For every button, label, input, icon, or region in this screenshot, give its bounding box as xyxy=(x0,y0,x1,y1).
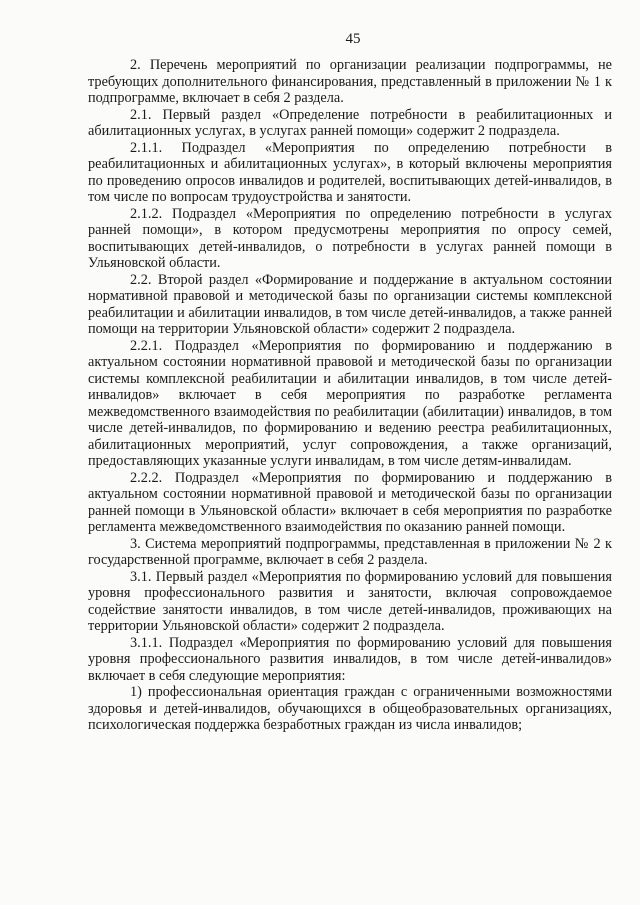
paragraph-2-1-2: 2.1.2. Подраздел «Мероприятия по определению потребности в услугах ранней помощи», в котором предусмотрены мероприятия по опросу семей, воспитывающих детей-инвалидов, о потребности в услугах ранней помощи в Ульяновской области. xyxy=(88,205,612,271)
paragraph-2-1: 2.1. Первый раздел «Определение потребности в реабилитационных и абилитационных услугах, в услугах ранней помощи» содержит 2 подраздела. xyxy=(88,106,612,139)
list-item-1: 1) профессиональная ориентация граждан с ограниченными возможностями здоровья и детей-инвалидов, обучающихся в общеобразовательных организациях, психологическая поддержка безработных граждан из числа инвалидов; xyxy=(88,684,612,733)
document-body xyxy=(88,57,612,734)
paragraph-3: 3. Система мероприятий подпрограммы, представленная в приложении № 2 к государственной программе, включает в себя 2 раздела. xyxy=(88,535,612,568)
paragraph-3-1: 3.1. Первый раздел «Мероприятия по формированию условий для повышения уровня профессионального развития и занятости, включая сопровождаемое содействие занятости инвалидов, в том числе детей-инвалидов, проживающих на территории Ульяновской области» содержит 2 подраздела. xyxy=(88,568,612,634)
paragraph-2: 2. Перечень мероприятий по организации реализации подпрограммы, не требующих дополнительного финансирования, представленный в приложении № 1 к подпрограмме, включает в себя 2 раздела. xyxy=(88,57,612,106)
paragraph-3-1-1: 3.1.1. Подраздел «Мероприятия по формированию условий для повышения уровня профессионального развития инвалидов, в том числе детей-инвалидов» включает в себя следующие мероприятия: xyxy=(88,634,612,684)
paragraph-2-2-2: 2.2.2. Подраздел «Мероприятия по формированию и поддержанию в актуальном состоянии нормативной правовой и методической базы по организации ранней помощи в Ульяновской области» включает в себя мероприятия по разработке регламента межведомственного взаимодействия по оказанию ранней помощи. xyxy=(88,469,612,535)
paragraph-2-2-1: 2.2.1. Подраздел «Мероприятия по формированию и поддержанию в актуальном состоянии нормативной правовой и методической базы по организации системы комплексной реабилитации и абилитации инвалидов, в том числе детей-инвалидов» включает в себя мероприятия по разработке регламента межведомственного взаимодействия по реабилитации (абилитации) инвалидов, в том числе детей-инвалидов, по формированию и ведению реестра реабилитационных, абилитационных мероприятий, услуг сопровождения, а также организаций, предоставляющих указанные услуги инвалидам, в том числе детям-инвалидам. xyxy=(88,337,612,469)
paragraph-2-1-1: 2.1.1. Подраздел «Мероприятия по определению потребности в реабилитационных и абилитационных услугах», в который включены мероприятия по проведению опросов инвалидов и родителей, воспитывающих детей-инвалидов, в том числе по вопросам трудоустройства и занятости. xyxy=(88,139,612,205)
page-number: 45 xyxy=(345,31,361,47)
paragraph-2-2: 2.2. Второй раздел «Формирование и поддержание в актуальном состоянии нормативной правовой и методической базы по организации системы комплексной реабилитации и абилитации инвалидов, в том числе детей-инвалидов, а также ранней помощи на территории Ульяновской области» содержит 2 подраздела. xyxy=(88,271,612,337)
